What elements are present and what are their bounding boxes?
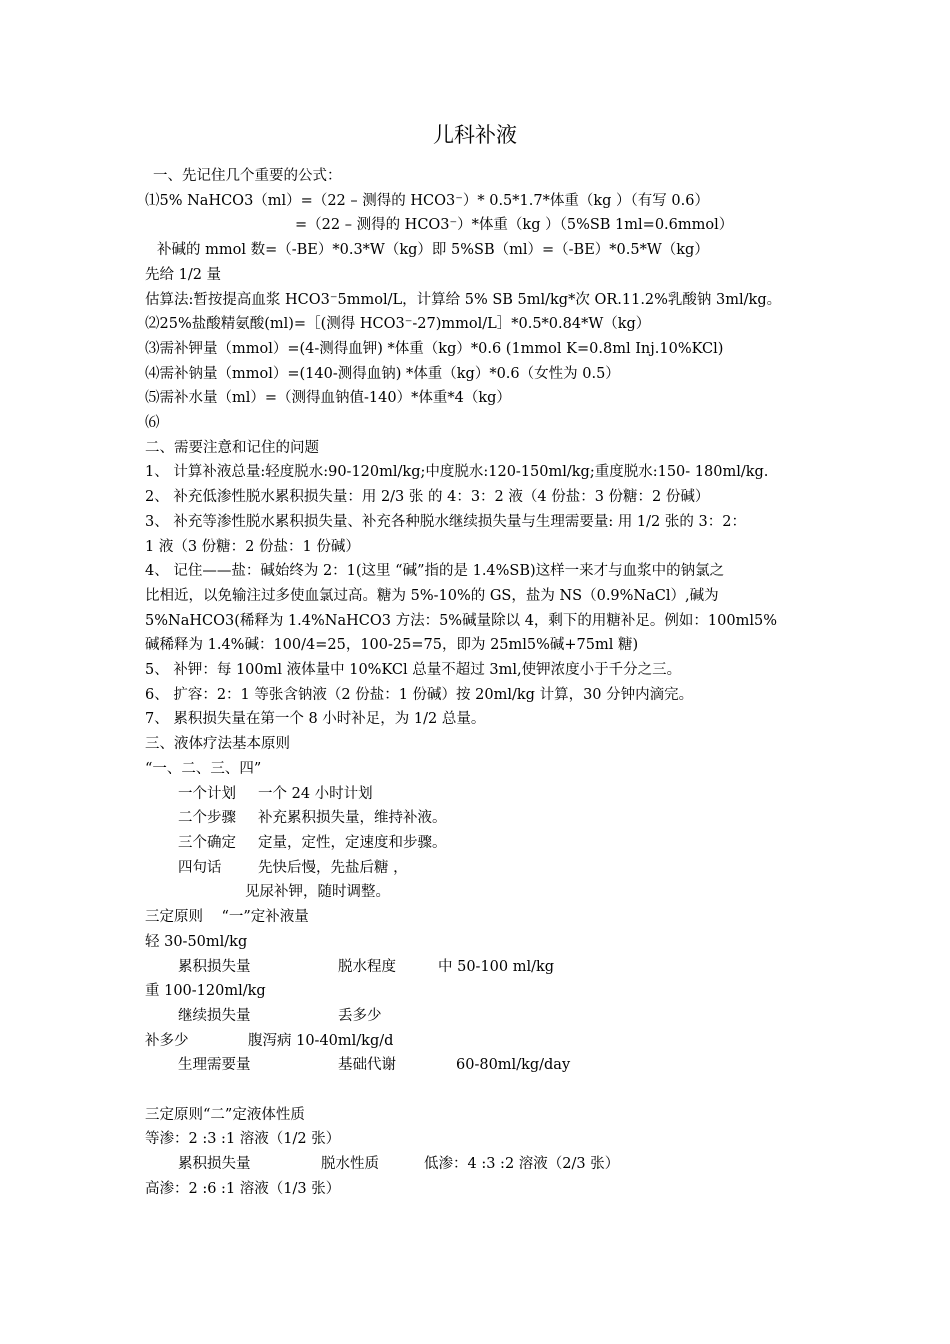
formula-line: 先给 1/2 量 xyxy=(145,266,222,283)
note-line: 1 液（3 份糖：2 份盐：1 份碱） xyxy=(145,538,360,555)
note-line: 碱稀释为 1.4%碱：100/4=25，100-25=75，即为 25ml5%碱+75ml 糖) xyxy=(145,637,639,654)
section-heading-formulas: 一、先记住几个重要的公式： xyxy=(153,168,342,184)
replace-a: 补多少 xyxy=(145,1032,189,1049)
cum-right: 中 50-100 ml/kg xyxy=(438,958,555,975)
blank-line xyxy=(145,1078,815,1103)
note-line: 比相近，以免输注过多使血氯过高。糖为 5%-10%的 GS，盐为 NS（0.9%NaCl）,碱为 xyxy=(145,587,719,604)
note-line: 5%NaHCO3(稀释为 1.4%NaHCO3 方法：5%碱量除以 4，剩下的用糖补足。例如：100ml5% xyxy=(145,612,777,629)
plan-text: 先快后慢，先盐后糖 ， xyxy=(258,859,408,876)
document-body xyxy=(145,164,815,1202)
cum2-label: 累积损失量 xyxy=(178,1156,251,1173)
formula-line: =（22 – 测得的 HCO3⁻）*体重（kg ）（5%SB 1ml=0.6mmol） xyxy=(295,217,734,234)
plan-label: 三个确定 xyxy=(178,834,236,851)
principle-one-continuing xyxy=(145,1004,815,1029)
note-line: 5、 补钾：每 100ml 液体量中 10%KCl 总量不超过 3ml,使钾浓度小于千分之三。 xyxy=(145,662,682,679)
principle-one-cumulative xyxy=(145,955,815,980)
principle-two-iso: 等渗：2 :3 :1 溶液（1/2 张） xyxy=(145,1131,341,1148)
principle-two-cumulative xyxy=(145,1152,815,1177)
cum-mid: 脱水程度 xyxy=(338,958,396,975)
note-line: 6、 扩容：2：1 等张含钠液（2 份盐：1 份碱）按 20ml/kg 计算，30 分钟内滴完。 xyxy=(145,686,694,703)
plan-text: 补充累积损失量，维持补液。 xyxy=(258,810,447,827)
formula-line: 估算法:暂按提高血浆 HCO3⁻5mmol/L，计算给 5% SB 5ml/kg*次 OR.11.2%乳酸钠 3ml/kg。 xyxy=(145,291,782,308)
principle-one-replace xyxy=(145,1029,815,1054)
cont-label: 继续损失量 xyxy=(178,1007,251,1024)
principle-one-severe: 重 100-120ml/kg xyxy=(145,983,266,1000)
plan-label: 四句话 xyxy=(178,859,222,876)
plan-tail: 见尿补钾，随时调整。 xyxy=(245,884,390,901)
principle-motto: “一、二、三、四” xyxy=(145,760,262,777)
principle-one-physiological xyxy=(145,1053,815,1078)
plan-label: 二个步骤 xyxy=(178,810,236,827)
principle-two-hyper: 高渗：2 :6 :1 溶液（1/3 张） xyxy=(145,1180,341,1197)
page-title: 儿科补液 xyxy=(433,123,517,147)
plan-text: 定量，定性，定速度和步骤。 xyxy=(258,834,447,851)
formula-line: ⑷需补钠量（mmol）=(140-测得血钠) *体重（kg）*0.6（女性为 0.5） xyxy=(145,365,620,382)
section-heading-notes: 二、需要注意和记住的问题 xyxy=(145,439,319,456)
formula-line: ⑸需补水量（ml）=（测得血钠值-140）*体重*4（kg） xyxy=(145,390,511,407)
formula-line: ⑶需补钾量（mmol）=(4-测得血钾) *体重（kg）*0.6 (1mmol K=0.8ml Inj.10%KCl) xyxy=(145,340,724,357)
formula-line: ⑹ xyxy=(145,415,160,432)
principle-one-mild: 轻 30-50ml/kg xyxy=(145,933,248,950)
principle-one-heading xyxy=(145,905,815,930)
principle-one-heading-b: “一”定补液量 xyxy=(221,909,309,926)
principle-two-heading: 三定原则“二”定液体性质 xyxy=(145,1106,305,1123)
principle-one-heading-a: 三定原则 xyxy=(145,909,203,926)
plan-item xyxy=(145,856,815,881)
plan-item xyxy=(145,806,815,831)
formula-line: ⑴5% NaHCO3（ml）=（22 – 测得的 HCO3⁻）* 0.5*1.7*体重（kg ）（有写 0.6） xyxy=(145,192,709,209)
note-line: 7、 累积损失量在第一个 8 小时补足，为 1/2 总量。 xyxy=(145,711,486,728)
note-line: 2、 补充低渗性脱水累积损失量：用 2/3 张 的 4：3：2 液（4 份盐：3 份糖：2 份碱） xyxy=(145,489,710,506)
note-line: 1、 计算补液总量:轻度脱水:90-120ml/kg;中度脱水:120-150ml/kg;重度脱水:150- 180ml/kg. xyxy=(145,464,769,481)
formula-line: ⑵25%盐酸精氨酸(ml)=［(测得 HCO3⁻-27)mmol/L］*0.5*0.84*W（kg） xyxy=(145,316,651,333)
phys-right: 60-80ml/kg/day xyxy=(456,1057,571,1074)
phys-mid: 基础代谢 xyxy=(338,1057,396,1074)
cum2-mid: 脱水性质 xyxy=(321,1156,379,1173)
section-heading-principles: 三、液体疗法基本原则 xyxy=(145,736,290,753)
plan-label: 一个计划 xyxy=(178,785,236,802)
phys-label: 生理需要量 xyxy=(178,1057,251,1074)
plan-item xyxy=(145,782,815,807)
plan-text: 一个 24 小时计划 xyxy=(258,785,373,802)
note-line: 4、 记住——盐：碱始终为 2：1(这里 “碱”指的是 1.4%SB)这样一来才与血浆中的钠氯之 xyxy=(145,563,725,580)
note-line: 3、 补充等渗性脱水累积损失量、补充各种脱水继续损失量与生理需要量: 用 1/2 张的 3：2： xyxy=(145,513,746,530)
cum-label: 累积损失量 xyxy=(178,958,251,975)
plan-item xyxy=(145,831,815,856)
cum2-right: 低渗：4 :3 :2 溶液（2/3 张） xyxy=(424,1156,620,1173)
cont-mid: 丢多少 xyxy=(338,1007,382,1024)
formula-line: 补碱的 mmol 数=（-BE）*0.3*W（kg）即 5%SB（ml）=（-BE）*0.5*W（kg） xyxy=(157,242,709,259)
replace-b: 腹泻病 10-40ml/kg/d xyxy=(248,1032,394,1049)
